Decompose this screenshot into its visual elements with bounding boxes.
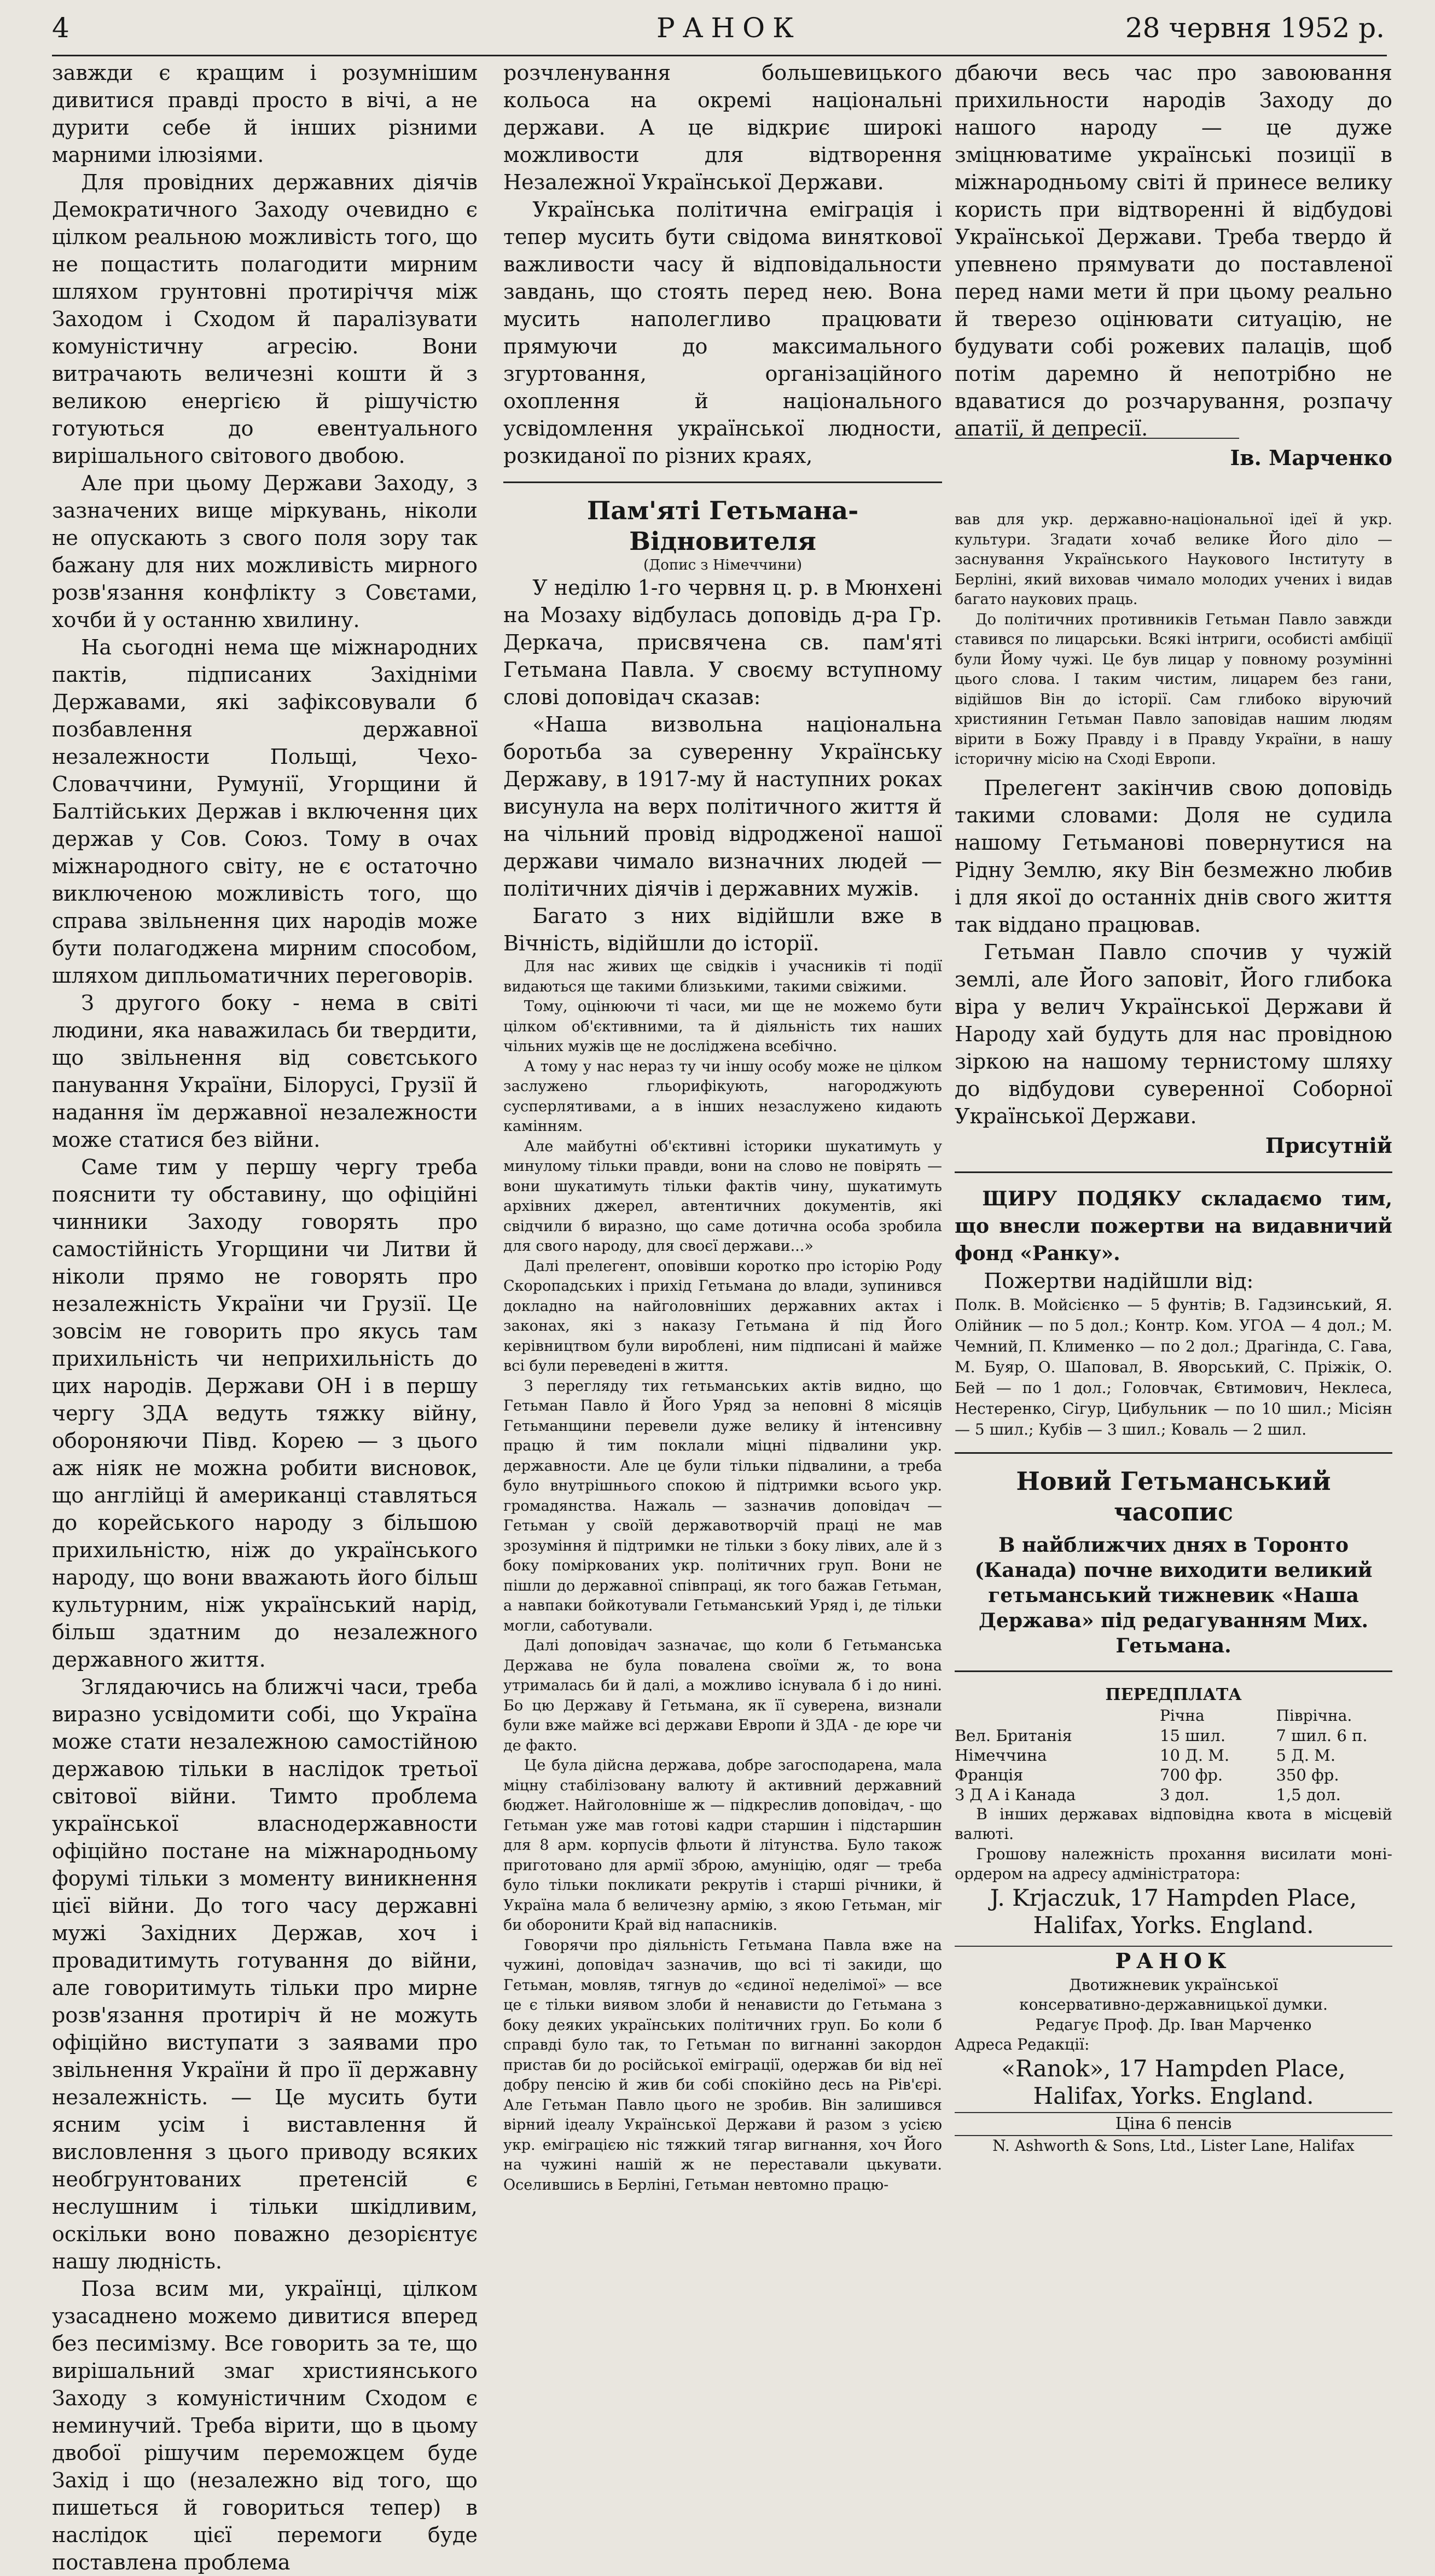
masthead-line: Двотижневик української — [1069, 1975, 1278, 1994]
subscription-note: В інших державах відповідна квота в місцевій валюті. — [955, 1805, 1392, 1843]
article-paragraph-small: Це була дійсна держава, добре загосподарена, мала міцну стабілізовану валюту й активний державний бюджет. Найголовніше ж — підкреслив доповідач, - що Гетьман уже мав готові кадри старшин і підстаршин для 8 арм. корпусів фльоти й літунства. Було також приготовано для армії зброю, амуніцію, одяг — треба було тільки покликати рекрутів і старші річники, й Україна мала б величезну армію, з якою Гетьман, міг би оборонити Край від напасників. — [503, 1757, 942, 1934]
issue-date: 28 червня 1952 р. — [1125, 12, 1385, 44]
article-paragraph: Поза всим ми, українці, цілком узасаднено можемо дивитися вперед без песимізму. Все говорить за те, що вирішальний змаг християнського Заходу з комуністичним Сходом є неминучий. Треба вірити, що в цьому двобої рішучим переможцем буде Захід і що (незалежно від того, що пишеться й говориться тепер) в наслідок цієї перемоги буде поставлена проблема — [52, 2277, 478, 2574]
author-signature: Ів. Марченко — [1230, 445, 1392, 470]
column-3 — [955, 59, 1392, 2156]
section-divider — [955, 1171, 1392, 1173]
table-cell: 700 фр. — [1160, 1765, 1223, 1784]
article-paragraph-small: Але майбутні об'єктивні історики шукатимуть у минулому тільки правди, вони на слово не повірять — вони шукатимуть тільки фактів чину, шукатимуть архівних джерел, автентичних документів, які свідчили б виразно, що саме дотична особа зробила для свого народу, для своєї держави...» — [503, 1138, 942, 1255]
article-paragraph: Саме тим у першу чергу треба пояснити ту обставину, що офіційні чинники Заходу говорять про самостійність Угорщини чи Литви й ніколи прямо не говорять про незалежність України чи Грузії. Це зовсім не говорить про якусь там прихильність чи неприхильність до цих народів. Держави ОН і в першу чергу ЗДА ведуть тяжку війну, обороняючи Півд. Корею — з цього аж ніяк не можна робити висновок, що англійці й американці ставляться до корейського народу з більшою прихильністю, ніж до українського народу, що вони вважають його більш культурним, ніж український нарід, більш здатним до незалежного державного життя. — [52, 1155, 478, 1672]
header-rule — [52, 55, 1387, 56]
table-cell: 15 шил. — [1160, 1726, 1226, 1745]
article-title: Пам'яті Гетьмана-Відновителя — [586, 496, 859, 556]
article-paragraph: розчленування большевицького кольоса на окремі національні держави. А це відкриє широкі можливости для відтворення Незалежної Української Держави. — [503, 61, 942, 194]
article-paragraph: Прелегент закінчив свою доповідь такими словами: Доля не судила нашому Гетьманові повернутися на Рідну Землю, яку Він безмежно любив і для якої до останніх днів свого життя так віддано працював. — [955, 775, 1392, 937]
table-cell: Франція — [955, 1765, 1024, 1784]
table-header: Річна — [1160, 1706, 1205, 1725]
subscription-note: Грошову належність прохання висилати моні-ордером на адресу адміністратора: — [955, 1844, 1392, 1883]
table-header: Піврічна. — [1276, 1706, 1352, 1725]
section-divider — [955, 1452, 1392, 1454]
column-1 — [52, 59, 478, 2576]
article-paragraph: Зглядаючись на ближчі часи, треба виразно усвідомити собі, що Україна може стати незалежною самостійною державою тільки в наслідок третьої світової війни. Тимто проблема української власнодержавности офіційно постане на міжнародньому форумі тільки з моменту виникнення цієї війни. До того часу державні мужі Західних Держав, хоч і провадитимуть готування до війни, але говоритимуть тільки про мирне розв'язання протиріч й не можуть офіційно виступати з заявами про звільнення України й про її державну незалежність. — Це мусить бути ясним усім і виставлення й висловлення з цього приводу всяких необгрунтованих претенсій є неслушним і тільки шкідливим, оскільки воно поважно дезорієнтує нашу людність. — [52, 1675, 478, 2273]
table-cell: 350 фр. — [1276, 1765, 1339, 1784]
table-cell: Вел. Британія — [955, 1726, 1072, 1745]
subscription-table — [955, 1706, 1392, 1805]
article-paragraph-small: А тому у нас нераз ту чи іншу особу може не цілком заслужено гльорифікують, нагороджують сусперлятивами, а в інших незаслужено кидають камінням. — [503, 1058, 942, 1135]
article-paragraph-small: Говорячи про діяльність Гетьмана Павла вже на чужині, доповідач зазначив, що всі ті закиди, що Гетьман, мовляв, тягнув до «єдиної неделімої» — все це є тільки виявом злоби й ненависти до Гетьмана з боку деяких українських політичних груп. Бо коли б справді було так, то Гетьман по вигнанні закордон пристав би до російської еміграції, одержав би від неї добру пенсію й жив би собі спокійно десь на Рів'єрі. Але Гетьман Павло цього не зробив. Він залишився вірний ідеалу Української Держави й разом з усією укр. еміграцією ніс тяжкий тягар вигнання, хоч Його на чужині нашій ж не переставали цькувати. Оселившись в Берліні, Гетьман невтомно працю- — [503, 1936, 942, 2194]
article-paragraph-small: Далі доповідач зазначає, що коли б Гетьманська Держава не була повалена своїми ж, то вона утрималась би й далі, а можливо існувала б і до нині. Бо цю Державу й Гетьмана, як її суверена, визнали були вже майже всі держави Европи й ЗДА - де юре чи де факто. — [503, 1637, 942, 1754]
table-cell: 10 Д. М. — [1160, 1745, 1230, 1765]
article-paragraph: «Наша визвольна національна боротьба за суверенну Українську Державу, в 1917-му й наступних роках висунула на верх політичного життя й на чільний провід відродженої нашої держави чимало визначних людей — політичних діячів і державних мужів. — [503, 712, 942, 901]
donations-heading: Пожертви надійшли від: — [984, 1268, 1254, 1293]
article-paragraph: Але при цьому Держави Заходу, з зазначених вище міркувань, ніколи не опускають з свого поля зору так бажану для них можливість мирного розв'язання конфлікту з Совєтами, хочби й у останню хвилину. — [52, 471, 478, 632]
table-cell: Німеччина — [955, 1745, 1047, 1765]
page-number: 4 — [52, 12, 69, 44]
table-cell: 7 шил. 6 п. — [1276, 1726, 1368, 1745]
article-paragraph: Гетьман Павло спочив у чужій землі, але Його заповіт, Його глибока віра у велич Української Держави й Народу хай будуть для нас провідною зіркою на нашому тернистому шляху до відбудови суверенної Соборної Української Держави. — [955, 939, 1392, 1128]
article-paragraph-small: вав для укр. державно-національної ідеї й укр. культури. Згадати хочаб велике Його діло — заснування Українського Наукового Інституту в Берліні, який виховав чимало молодих учених і видав багато наукових праць. — [955, 511, 1392, 608]
table-cell: 3 дол. — [1160, 1785, 1210, 1804]
thanks-title: ЩИРУ ПОДЯКУ складаємо тим, що внесли пожертви на видавничий фонд «Ранку». — [955, 1187, 1392, 1265]
article-paragraph-small: Далі прелегент, оповівши коротко про історію Роду Скоропадських і прихід Гетьмана до влади, зупинився докладно на найголовніших державних актах і законах, які з наказу Гетьмана й під Його керівництвом були вироблені, ним підписані й майже всі були переведені в життя. — [503, 1257, 942, 1374]
masthead-title: РАНОК — [657, 12, 801, 44]
article-paragraph-small: З перегляду тих гетьманських актів видно, що Гетьман Павло й Його Уряд за неповні 8 місяців Гетьманщини перевели дуже велику й інтенсивну працю й тим поклали міцні підвалини укр. державности. Але це були тільки підвалини, а треба було внутрішнього спокою й підтримки всього укр. громадянства. Нажаль — зазначив доповідач — Гетьман у своїй державотворчій праці не мав зрозуміння й підтримки не тільки з боку лівих, але й з боку поміркованих укр. політичних груп. Вони не пішли до державної співпраці, як того бажав Гетьман, а навпаки бойкотували Гетьманський Уряд і, де тільки могли, саботували. — [503, 1377, 942, 1634]
table-header — [955, 1706, 1160, 1726]
editor-address: «Ranok», 17 Hampden Place, Halifax, Yorks. England. — [1001, 2055, 1346, 2109]
article-paragraph: У неділю 1-го червня ц. р. в Мюнхені на Мозаху відбулась доповідь д-ра Гр. Деркача, присвячена св. пам'яті Гетьмана Павла. У своєму вступному слові доповідач сказав: — [503, 576, 942, 709]
table-cell: З Д А і Канада — [955, 1785, 1076, 1804]
masthead-box — [955, 1946, 1392, 2156]
announcement-text: В найближчих днях в Торонто (Канада) почне виходити великий гетьманський тижневик «Наша Держава» під редагуванням Мих. Гетьмана. — [974, 1533, 1373, 1657]
article-paragraph: Українська політична еміграція і тепер мусить бути свідома виняткової важливости часу й відповідальности завдань, що стоять перед нею. Вона мусить наполегливо працювати прямуючи до максимального згуртовання, організаційного охоплення й національного усвідомлення української людности, розкиданої по різних краях, — [503, 198, 942, 468]
editor-line: Редагує Проф. Др. Іван Марченко — [1035, 2015, 1312, 2034]
article-paragraph: Для провідних державних діячів Демократичного Заходу очевидно є цілком реальною можливість того, що не пощастить полагодити мирним шляхом грунтовні протиріччя між Заходом і Сходом й паралізувати комуністичну агресію. Вони витрачають величезні кошти й з великою енергією й рішучістю готуються до евентуального вирішального світового двобою. — [52, 170, 478, 468]
masthead-title: РАНОК — [1115, 1948, 1232, 1973]
article-paragraph-small: Тому, оцінюючи ті часи, ми ще не можемо бути цілком об'єктивними, та й діяльність тих наших чільних мужів ще не досліджена всебічно. — [503, 998, 942, 1055]
article-subtitle: (Допис з Німеччини) — [643, 557, 802, 573]
section-divider — [955, 1670, 1392, 1672]
table-cell: 5 Д. М. — [1276, 1745, 1336, 1765]
article-paragraph-small: До політичних противників Гетьман Павло завжди ставився по лицарськи. Всякі інтриги, особисті амбіції були Йому чужі. Це був лицар у повному розумінні цього слова. І таким чистим, лицарем без гани, відійшов Він до історії. Сам глибоко віруючий християнин Гетьман Павло заповідав нашим людям вірити в Божу Правду і в Правду України, в нашу історичну місію на Сході Европи. — [955, 611, 1392, 768]
section-divider — [503, 481, 942, 483]
article-paragraph: З другого боку - нема в світі людини, яка наважилась би твердити, що звільнення від совєтського панування України, Білорусі, Грузії й надання їм державної незалежности може статися без війни. — [52, 991, 478, 1152]
page-header — [0, 0, 1435, 66]
donor-list: Полк. В. Мойсієнко — 5 фунтів; В. Гадзинський, Я. Олійник — по 5 дол.; Контр. Ком. УГОА — 4 дол.; М. Чемний, П. Клименко — по 2 дол.; Драгінда, С. Гава, М. Буяр, О. Шаповал, В. Яворський, С. Пріжік, О. Бей — по 1 дол.; Головчак, Євтимович, Неклеса, Нестеренко, Сігур, Цибульник — по 10 шил.; Місіян — 5 шил.; Кубів — 3 шил.; Коваль — 2 шил. — [955, 1295, 1392, 1438]
column-2 — [503, 59, 942, 2195]
article-paragraph-small: Для нас живих ще свідків і учасників ті події видаються ще такими близькими, такими свіжими. — [503, 958, 942, 995]
administrator-address: J. Krjaczuk, 17 Hampden Place, Halifax, Yorks. England. — [990, 1884, 1357, 1939]
article-paragraph: дбаючи весь час про завоювання прихильности народів Заходу до нашого народу — це дуже зміцнюватиме українські позиції в міжнародньому світі й принесе велику користь при відтворенні й відбудові Української Держави. Треба твердо й упевнено прямувати до поставленої перед нами мети й при цьому реально й тверезо оцінювати ситуацію, не будувати собі рожевих палаців, щоб потім даремно й непотрібно не вдаватися до розчарування, розпачу апатії, й депресії. — [955, 61, 1392, 440]
subscription-title: ПЕРЕДПЛАТА — [1105, 1685, 1242, 1704]
announcement-title: Новий Гетьманський часопис — [1016, 1466, 1331, 1527]
table-cell: 1,5 дол. — [1276, 1785, 1341, 1804]
article-paragraph: На сьогодні нема ще міжнародних пактів, підписаних Західніми Державами, які зафіксовували б позбавлення державної незалежности Польщі, Чехо-Словаччини, Румунії, Угорщини й Балтійських Держав і включення цих держав у Сов. Союз. Тому в очах міжнародного світу, не є остаточно виключеною можливість того, що справа звільнення цих народів може бути полагоджена мирним способом, шляхом дипльоматичних переговорів. — [52, 635, 478, 988]
author-signature: Присутній — [1265, 1133, 1392, 1158]
article-paragraph: завжди є кращим і розумнішим дивитися правді просто в вічі, а не дурити себе й інших різними марними ілюзіями. — [52, 61, 478, 167]
printer-line: N. Ashworth & Sons, Ltd., Lister Lane, Halifax — [992, 2136, 1355, 2155]
masthead-line: консервативно-державницької думки. — [1019, 1995, 1328, 2014]
price: Ціна 6 пенсів — [955, 2112, 1392, 2136]
article-paragraph: Багато з них відійшли вже в Вічність, відійшли до історії. — [503, 904, 942, 955]
editor-address-label: Адреса Редакції: — [955, 2035, 1090, 2053]
